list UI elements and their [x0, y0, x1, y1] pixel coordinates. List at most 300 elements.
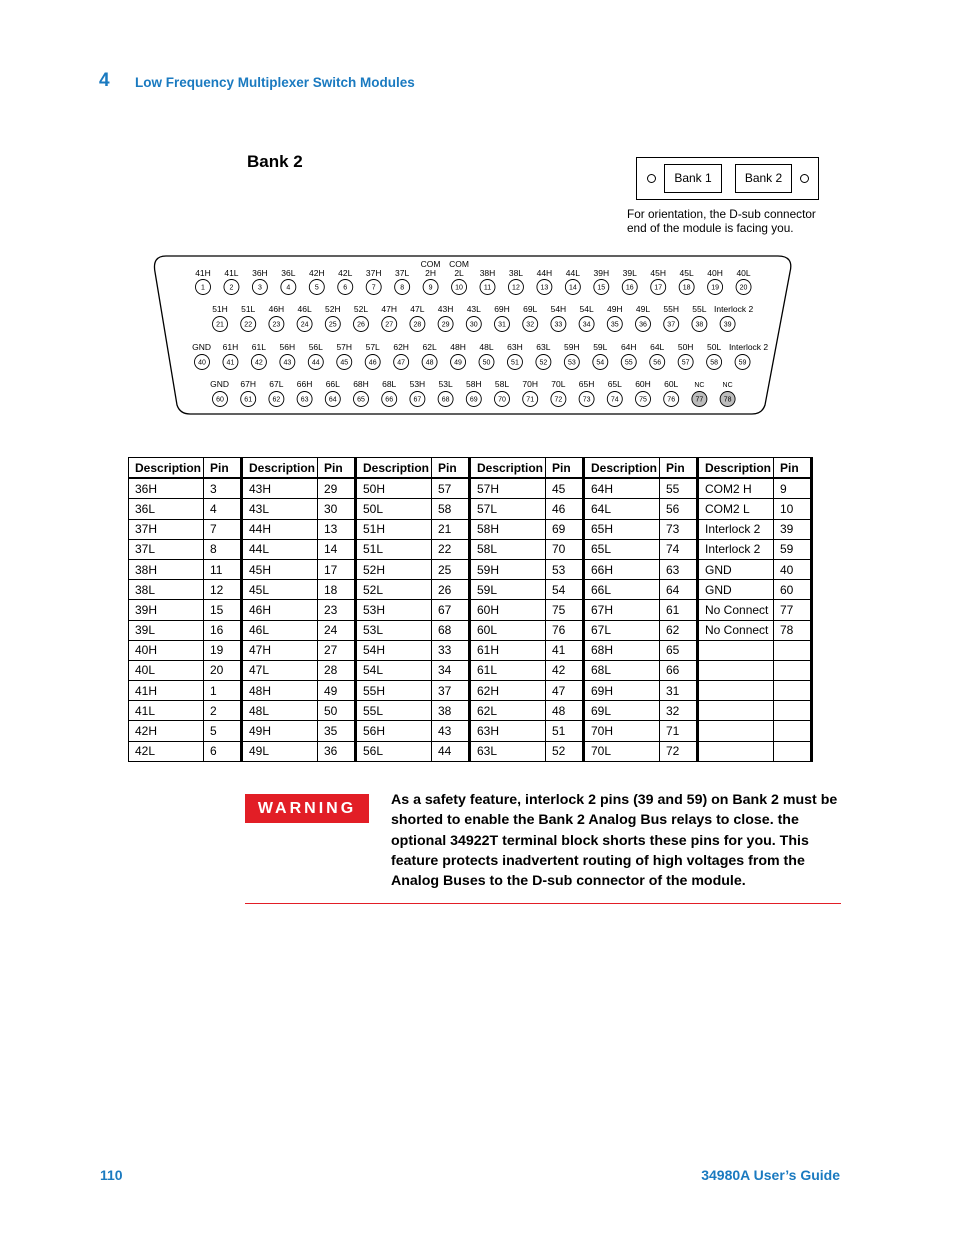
pin-number: 66 [385, 396, 394, 404]
pin-number: 36 [639, 321, 647, 329]
pin-cell: 34 [432, 660, 470, 680]
pin-cell: 4 [204, 499, 242, 519]
pin-cell: 25 [432, 559, 470, 579]
pin-number: 10 [455, 284, 463, 292]
pin-cell: 19 [204, 640, 242, 660]
pin-label: 53L [438, 379, 453, 389]
pin-cell: 13 [318, 519, 356, 539]
pin-cell: 9 [774, 478, 812, 499]
desc-cell: 55L [356, 701, 432, 721]
pin-number: 20 [739, 284, 748, 292]
pin-cell: 53 [546, 559, 584, 579]
pin-table [128, 457, 813, 762]
pin-label: 36H [252, 268, 268, 278]
pin-number: 74 [610, 396, 619, 404]
pin-number: 45 [340, 359, 349, 367]
pin-cell: 74 [660, 539, 698, 559]
pin-label: 70H [522, 379, 538, 389]
desc-cell: 49H [242, 721, 318, 741]
pin-cell: 44 [432, 741, 470, 761]
pin-cell: 38 [432, 701, 470, 721]
pin-number: 31 [498, 321, 506, 329]
desc-cell: 52H [356, 559, 432, 579]
pin-number: 6 [343, 284, 348, 292]
pin-label: 47L [410, 304, 425, 314]
pin-label: 54L [579, 304, 594, 314]
pin-label: 59L [593, 342, 608, 352]
pin-cell: 59 [774, 539, 812, 559]
pin-cell: 41 [546, 640, 584, 660]
chapter-number: 4 [99, 70, 110, 91]
pin-cell: 48 [546, 701, 584, 721]
pin-cell: 77 [774, 600, 812, 620]
pin-label: 50L [707, 342, 722, 352]
pin-label: 52L [353, 304, 369, 314]
desc-cell: 68L [584, 660, 660, 680]
pin-label: 59H [564, 342, 580, 352]
pin-cell: 21 [432, 519, 470, 539]
desc-cell: 37L [129, 539, 204, 559]
pin-cell: 73 [660, 519, 698, 539]
pin-cell: 22 [432, 539, 470, 559]
pin-cell: 64 [660, 580, 698, 600]
pin-cell: 57 [432, 478, 470, 499]
pin-label: 68H [353, 379, 369, 389]
pin-number: 62 [272, 396, 281, 404]
pin-label: 44L [565, 268, 580, 278]
pin-number: 7 [371, 284, 376, 292]
pin-label: 66H [296, 379, 313, 389]
pin-number: 22 [244, 321, 253, 329]
pin-number: 44 [311, 359, 320, 367]
pin-cell: 6 [204, 741, 242, 761]
pin-cell: 1 [204, 681, 242, 701]
pin-label: 64L [650, 342, 665, 352]
pin-label: 47H [381, 304, 397, 314]
pin-label: 48L [479, 342, 494, 352]
desc-cell: 50L [356, 499, 432, 519]
desc-cell: 41L [129, 701, 204, 721]
pin-cell: 17 [318, 559, 356, 579]
desc-cell: 43L [242, 499, 318, 519]
pin-number: 15 [597, 284, 606, 292]
desc-cell: 50H [356, 478, 432, 499]
pin-number: 48 [425, 359, 434, 367]
pin-label: 55H [663, 304, 679, 314]
desc-cell: 45H [242, 559, 318, 579]
pin-cell [774, 681, 812, 701]
desc-cell: 66L [584, 580, 660, 600]
pin-number: 41 [226, 359, 235, 367]
desc-header: Description [242, 458, 318, 479]
desc-cell: 39H [129, 600, 204, 620]
pin-label: 60H [635, 379, 651, 389]
pin-label: Interlock 2 [728, 342, 769, 352]
pin-label: 46H [268, 304, 285, 314]
desc-cell: 67L [584, 620, 660, 640]
pin-cell: 71 [660, 721, 698, 741]
table-row [129, 681, 812, 701]
pin-label: 63L [536, 342, 551, 352]
desc-cell: 56H [356, 721, 432, 741]
pin-number: 16 [625, 284, 634, 292]
pin-cell: 72 [660, 741, 698, 761]
pin-label: 61L [251, 342, 266, 352]
desc-cell: 52L [356, 580, 432, 600]
pin-label: 46L [297, 304, 312, 314]
pin-number: 43 [283, 359, 292, 367]
pin-number: 73 [582, 396, 591, 404]
pin-cell: 18 [318, 580, 356, 600]
pin-cell: 29 [318, 478, 356, 499]
desc-cell: 47H [242, 640, 318, 660]
pin-cell: 51 [546, 721, 584, 741]
pin-number: 27 [385, 321, 394, 329]
pin-number: 46 [368, 359, 377, 367]
pin-label: 45H [650, 268, 666, 278]
desc-cell: GND [698, 559, 774, 579]
pin-cell: 3 [204, 478, 242, 499]
desc-cell: 69L [584, 701, 660, 721]
pin-label: 39L [622, 268, 637, 278]
pin-number: 61 [244, 396, 253, 404]
pin-cell [774, 721, 812, 741]
desc-cell: 54H [356, 640, 432, 660]
desc-header: Description [470, 458, 546, 479]
pin-label: 62L [422, 342, 437, 352]
desc-cell: 44L [242, 539, 318, 559]
pin-cell: 50 [318, 701, 356, 721]
pin-number: 47 [397, 359, 406, 367]
desc-cell: 41H [129, 681, 204, 701]
pin-header: Pin [546, 458, 584, 479]
pin-label: 67L [269, 379, 284, 389]
desc-cell: 69H [584, 681, 660, 701]
pin-number: 30 [469, 321, 478, 329]
pin-number: 71 [526, 396, 535, 404]
pin-cell: 47 [546, 681, 584, 701]
desc-cell: 66H [584, 559, 660, 579]
pin-number: 39 [723, 321, 732, 329]
pin-cell: 61 [660, 600, 698, 620]
desc-cell [698, 721, 774, 741]
warning-badge: WARNING [245, 794, 369, 823]
pin-cell: 10 [774, 499, 812, 519]
pin-label: 66L [325, 379, 340, 389]
pin-number: 49 [454, 359, 462, 367]
pin-label: 53H [409, 379, 426, 389]
desc-cell: COM2 H [698, 478, 774, 499]
pin-number: 56 [653, 359, 662, 367]
desc-cell: 65H [584, 519, 660, 539]
pin-cell: 23 [318, 600, 356, 620]
pin-cell: 15 [204, 600, 242, 620]
pin-number: 18 [682, 284, 691, 292]
desc-cell: 38L [129, 580, 204, 600]
desc-cell: 45L [242, 580, 318, 600]
pin-table-header [129, 458, 812, 479]
pin-number: 50 [482, 359, 491, 367]
com-label: COM [449, 259, 469, 269]
pin-number: 17 [654, 284, 663, 292]
table-row [129, 600, 812, 620]
warning-text: As a safety feature, interlock 2 pins (39 and 59) on Bank 2 must be shorted to enable the Bank 2 Analog Bus relays to close. the optional 34922T terminal block shorts these pins for you. This feature protects inadvertent routing of high voltages from the Analog Buses to the D-sub connector of the module. [391, 792, 838, 890]
pin-cell: 26 [432, 580, 470, 600]
desc-cell: 48H [242, 681, 318, 701]
pin-number: 68 [441, 396, 450, 404]
pin-cell: 65 [660, 640, 698, 660]
desc-cell: No Connect [698, 600, 774, 620]
pin-cell: 40 [774, 559, 812, 579]
pin-number: 5 [314, 284, 319, 292]
pin-label: NC [694, 382, 705, 389]
pin-label: 56L [308, 342, 323, 352]
bank-title: Bank 2 [247, 152, 303, 171]
pin-number: 34 [582, 321, 591, 329]
pin-label: 38L [508, 268, 524, 278]
pin-label: 69L [523, 304, 538, 314]
desc-cell: 59L [470, 580, 546, 600]
pin-cell: 58 [432, 499, 470, 519]
desc-cell: 39L [129, 620, 204, 640]
desc-cell: 47L [242, 660, 318, 680]
pin-number: 54 [596, 359, 605, 367]
chapter-title: Low Frequency Multiplexer Switch Modules [135, 75, 415, 90]
desc-cell [698, 660, 774, 680]
pin-label: 49L [635, 304, 651, 314]
pin-number: 11 [483, 284, 492, 292]
pin-cell: 69 [546, 519, 584, 539]
desc-cell: 61H [470, 640, 546, 660]
pin-header: Pin [660, 458, 698, 479]
pin-number: 13 [540, 284, 549, 292]
pin-cell [774, 660, 812, 680]
pin-label: 48H [450, 342, 466, 352]
pin-label: 41H [195, 268, 211, 278]
pin-label: 68L [382, 379, 397, 389]
desc-cell: 63L [470, 741, 546, 761]
pin-label: GND [192, 342, 211, 352]
pin-number: 42 [255, 359, 263, 367]
desc-cell: 40H [129, 640, 204, 660]
desc-cell: 44H [242, 519, 318, 539]
pin-cell: 2 [204, 701, 242, 721]
pin-cell: 28 [318, 660, 356, 680]
pin-label: 65L [607, 379, 622, 389]
pin-label: Interlock 2 [713, 304, 754, 314]
pin-number: 64 [328, 396, 337, 404]
pin-label: 49H [607, 304, 623, 314]
desc-cell: 60L [470, 620, 546, 640]
pin-number: 76 [667, 396, 676, 404]
pin-label: 39H [593, 268, 610, 278]
desc-cell: 55H [356, 681, 432, 701]
desc-cell: 43H [242, 478, 318, 499]
desc-cell: GND [698, 580, 774, 600]
pin-cell: 56 [660, 499, 698, 519]
pin-cell: 20 [204, 660, 242, 680]
pin-label: 69H [494, 304, 510, 314]
pin-cell: 49 [318, 681, 356, 701]
pin-header: Pin [432, 458, 470, 479]
pin-label: 67H [240, 379, 256, 389]
pin-label: 56H [279, 342, 296, 352]
pin-cell: 70 [546, 539, 584, 559]
desc-cell: 36L [129, 499, 204, 519]
desc-cell [698, 701, 774, 721]
pin-number: 37 [667, 321, 676, 329]
pin-cell: 55 [660, 478, 698, 499]
pin-cell: 75 [546, 600, 584, 620]
pin-number: 77 [695, 396, 704, 404]
pin-label: 60L [664, 379, 679, 389]
pin-label: 2L [454, 268, 464, 278]
desc-cell: 37H [129, 519, 204, 539]
pin-number: 9 [428, 284, 433, 292]
pin-number: 12 [512, 284, 520, 292]
pin-label: 50H [677, 342, 694, 352]
table-row [129, 559, 812, 579]
pin-label: 51L [241, 304, 256, 314]
pin-cell: 24 [318, 620, 356, 640]
desc-header: Description [698, 458, 774, 479]
desc-cell: 62H [470, 681, 546, 701]
pin-label: 70L [551, 379, 566, 389]
desc-cell: 57L [470, 499, 546, 519]
pin-cell: 11 [204, 559, 242, 579]
pin-cell: 16 [204, 620, 242, 640]
table-row [129, 741, 812, 761]
desc-cell: Interlock 2 [698, 539, 774, 559]
desc-cell: 58L [470, 539, 546, 559]
desc-cell: 68H [584, 640, 660, 660]
pin-cell: 43 [432, 721, 470, 741]
desc-cell [698, 741, 774, 761]
pin-number: 35 [610, 321, 619, 329]
pin-number: 65 [357, 396, 365, 404]
pin-cell [774, 701, 812, 721]
pin-cell: 36 [318, 741, 356, 761]
pin-label: 40H [707, 268, 723, 278]
com-label: COM [420, 259, 441, 269]
pin-label: 41L [224, 268, 239, 278]
pin-cell: 63 [660, 559, 698, 579]
desc-cell: 42L [129, 741, 204, 761]
pin-number: 3 [257, 284, 262, 292]
desc-cell: 65L [584, 539, 660, 559]
pin-number: 21 [216, 321, 224, 329]
pin-label: 54H [550, 304, 567, 314]
desc-cell: 40L [129, 660, 204, 680]
pin-number: 1 [201, 284, 205, 292]
pin-header: Pin [204, 458, 242, 479]
pin-cell [774, 741, 812, 761]
pin-cell: 76 [546, 620, 584, 640]
pin-cell: 37 [432, 681, 470, 701]
desc-cell: 46H [242, 600, 318, 620]
pin-header: Pin [774, 458, 812, 479]
pin-cell: 45 [546, 478, 584, 499]
pin-label: 64H [620, 342, 637, 352]
pin-label: 44H [536, 268, 553, 278]
desc-cell [698, 681, 774, 701]
dsub-shell-outline [154, 256, 790, 414]
pin-cell: 12 [204, 580, 242, 600]
pin-cell: 30 [318, 499, 356, 519]
pin-number: 2 [229, 284, 234, 292]
pin-cell: 78 [774, 620, 812, 640]
pin-label: GND [210, 379, 229, 389]
desc-cell: 53L [356, 620, 432, 640]
pin-label: 61H [222, 342, 239, 352]
pin-cell: 7 [204, 519, 242, 539]
dsub-connector-diagram [0, 0, 954, 430]
pin-label: 51H [212, 304, 228, 314]
desc-cell: COM2 L [698, 499, 774, 519]
pin-cell: 54 [546, 580, 584, 600]
desc-cell [698, 640, 774, 660]
pin-number: 23 [272, 321, 281, 329]
pin-label: 42L [338, 268, 353, 278]
desc-cell: 54L [356, 660, 432, 680]
desc-cell: 64L [584, 499, 660, 519]
pin-label: 57H [336, 342, 353, 352]
pin-cell: 33 [432, 640, 470, 660]
pin-number: 51 [511, 359, 519, 367]
pin-number: 38 [695, 321, 704, 329]
pin-label: 45L [679, 268, 694, 278]
pin-cell: 31 [660, 681, 698, 701]
warning-divider [245, 903, 841, 904]
pin-number: 40 [198, 359, 206, 367]
desc-cell: 64H [584, 478, 660, 499]
desc-cell: 36H [129, 478, 204, 499]
desc-cell: 61L [470, 660, 546, 680]
pin-number: 72 [554, 396, 563, 404]
pin-number: 60 [216, 396, 224, 404]
table-row [129, 519, 812, 539]
pin-number: 14 [568, 284, 577, 292]
pin-label: 38H [479, 268, 496, 278]
guide-title: 34980A User’s Guide [701, 1167, 840, 1183]
page-number: 110 [100, 1167, 123, 1183]
desc-cell: 60H [470, 600, 546, 620]
pin-number: 78 [723, 396, 732, 404]
pin-cell: 62 [660, 620, 698, 640]
pin-number: 26 [357, 321, 365, 329]
pin-label: NC [722, 382, 733, 389]
desc-cell: 59H [470, 559, 546, 579]
pin-cell: 68 [432, 620, 470, 640]
pin-number: 19 [711, 284, 719, 292]
pin-label: 58H [466, 379, 482, 389]
pin-label: 62H [393, 342, 409, 352]
bank2-label: Bank 2 [735, 164, 792, 193]
pin-cell: 46 [546, 499, 584, 519]
pin-label: 57L [365, 342, 380, 352]
pin-cell: 52 [546, 741, 584, 761]
desc-header: Description [584, 458, 660, 479]
pin-label: 63H [507, 342, 523, 352]
pin-cell: 60 [774, 580, 812, 600]
pin-number: 28 [413, 321, 422, 329]
pin-number: 53 [567, 359, 576, 367]
pin-number: 24 [300, 321, 309, 329]
desc-cell: Interlock 2 [698, 519, 774, 539]
desc-cell: 63H [470, 721, 546, 741]
pin-number: 4 [286, 284, 291, 292]
desc-cell: 58H [470, 519, 546, 539]
